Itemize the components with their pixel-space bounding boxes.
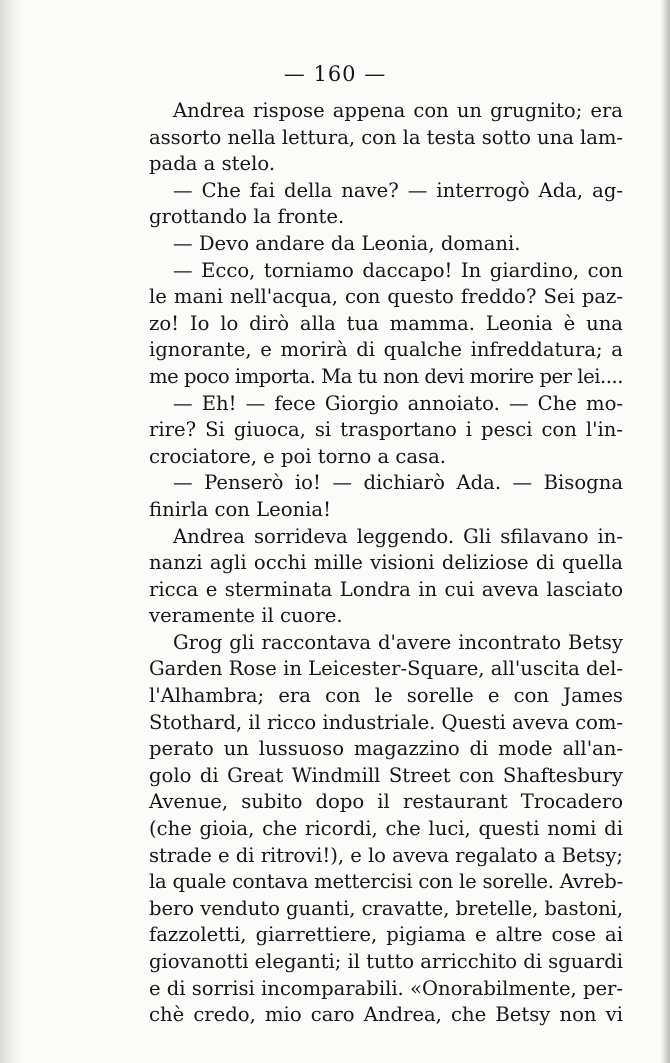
text-line: perato un lussuoso magazzino di mode all'an- bbox=[149, 737, 623, 761]
text-line: giovanotti eleganti; il tutto arricchito di sguardi bbox=[149, 950, 623, 973]
page-number: — 160 — bbox=[283, 62, 387, 86]
text-line: Stothard, il ricco industriale. Questi aveva com- bbox=[149, 710, 623, 734]
text-line: crociatore, e poi torno a casa. bbox=[149, 444, 447, 468]
text-line: assorto nella lettura, con la testa sotto una lam- bbox=[149, 125, 623, 149]
text-line: — Eh! — fece Giorgio annoiato. — Che mo- bbox=[173, 391, 623, 415]
text-line: bero venduto guanti, cravatte, bretelle, bastoni, bbox=[149, 896, 623, 920]
text-line: golo di Great Windmill Street con Shaftesbury bbox=[149, 763, 623, 787]
text-line: Garden Rose in Leicester-Square, all'uscita del- bbox=[149, 657, 623, 681]
text-line: rire? Si giuoca, si trasportano i pesci con l'in- bbox=[149, 418, 623, 442]
text-line: strade e di ritrovi!), e lo aveva regalato a Betsy; bbox=[149, 843, 623, 867]
text-line: me poco importa. Ma tu non devi morire per lei.... bbox=[149, 364, 623, 388]
page-edge-shadow bbox=[660, 0, 670, 1063]
text-line: (che gioia, che ricordi, che luci, questi nomi di bbox=[149, 817, 623, 841]
text-line: — Che fai della nave? — interrogò Ada, ag- bbox=[173, 178, 623, 202]
text-line: Andrea rispose appena con un grugnito; era bbox=[173, 99, 623, 122]
text-line: nanzi agli occhi mille visioni deliziose di quella bbox=[149, 551, 623, 575]
text-line: — Ecco, torniamo daccapo! In giardino, con bbox=[173, 258, 623, 282]
text-line: Avenue, subito dopo il restaurant Trocadero bbox=[149, 790, 623, 814]
text-line: la quale contava mettercisi con le sorelle. Avreb- bbox=[149, 870, 623, 894]
page-gutter-shadow bbox=[0, 0, 22, 1063]
text-line: e di sorrisi incomparabili. «Onorabilmente, per- bbox=[149, 976, 623, 1000]
text-line: — Devo andare da Leonia, domani. bbox=[173, 231, 521, 255]
text-line: fazzoletti, giarrettiere, pigiama e altre cose ai bbox=[149, 923, 623, 947]
text-line: le mani nell'acqua, con questo freddo? Sei paz- bbox=[149, 285, 623, 309]
text-line: zo! Io lo dirò alla tua mamma. Leonia è una bbox=[149, 311, 623, 335]
body-text bbox=[149, 98, 623, 1029]
text-line: pada a stelo. bbox=[149, 152, 276, 176]
text-line: ricca e sterminata Londra in cui aveva lasciato bbox=[149, 577, 623, 601]
text-line: Andrea sorrideva leggendo. Gli sfilavano in- bbox=[173, 524, 623, 548]
text-line: — Penserò io! — dichiarò Ada. — Bisogna bbox=[173, 471, 623, 495]
text-line: veramente il cuore. bbox=[149, 604, 343, 628]
text-line: chè credo, mio caro Andrea, che Betsy non vi bbox=[149, 1003, 623, 1027]
text-line: finirla con Leonia! bbox=[149, 497, 331, 521]
text-line: Grog gli raccontava d'avere incontrato Betsy bbox=[173, 630, 623, 654]
text-line: ignorante, e morirà di qualche infreddatura; a bbox=[149, 338, 623, 362]
text-line: grottando la fronte. bbox=[149, 205, 345, 229]
text-line: l'Alhambra; era con le sorelle e con James bbox=[149, 684, 623, 708]
